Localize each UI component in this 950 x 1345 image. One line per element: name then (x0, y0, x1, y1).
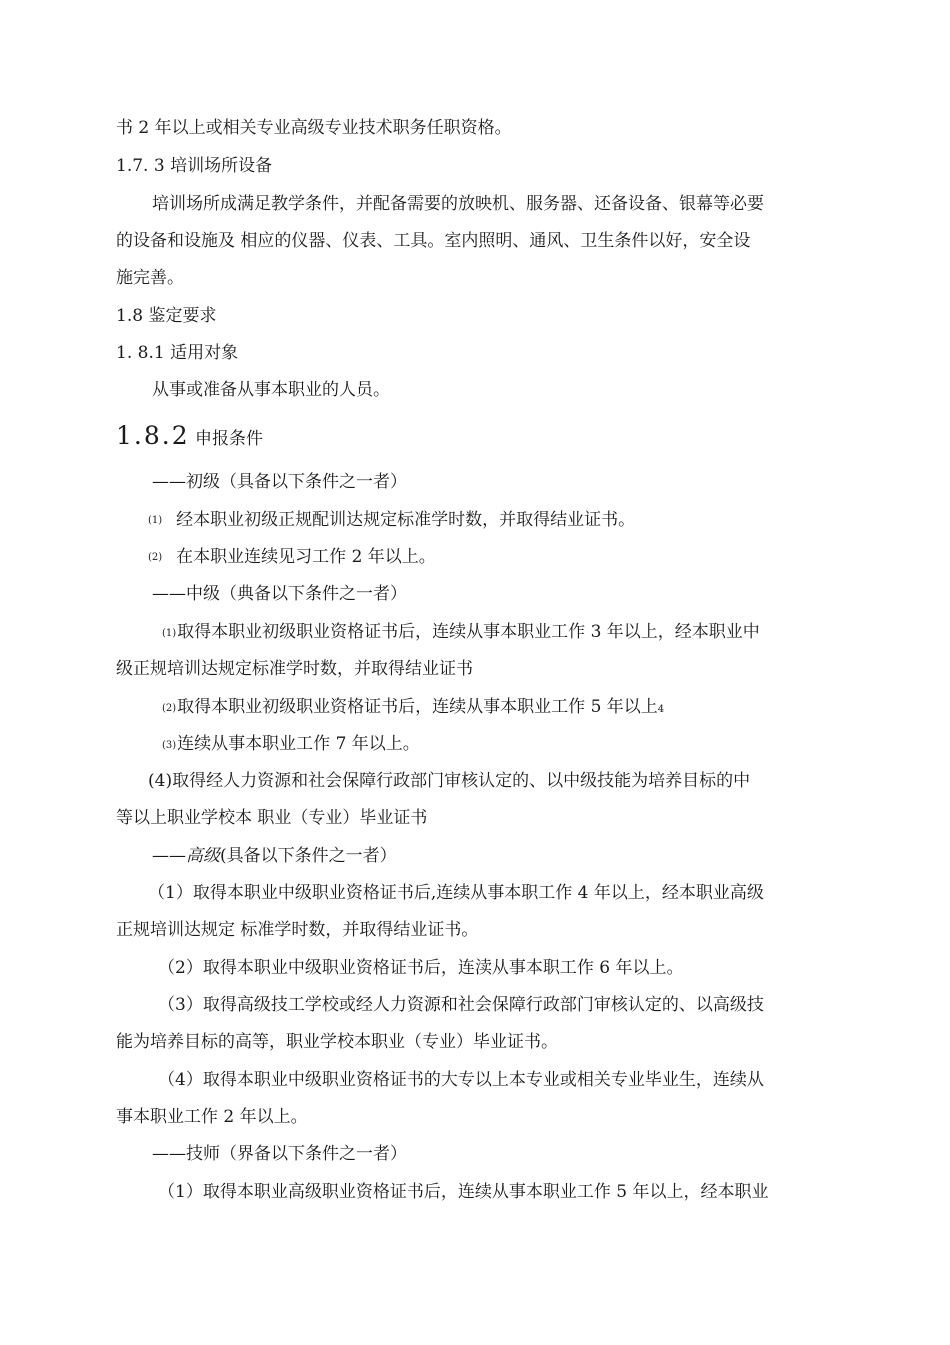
section-title: 申报条件 (195, 429, 264, 449)
paragraph-line: （4）取得本职业中级职业资格证书的大专以上本专业或相关专业毕业生，连续从 (158, 1070, 764, 1090)
paragraph-line: 培训场所成满足教学条件，并配备需要的放映机、服务器、还备设备、银幕等必要 (152, 194, 764, 214)
list-text: 在本职业连续见习工作 2 年以上。 (176, 547, 436, 567)
paragraph-line: （2）取得本职业中级职业资格证书后，连渎从事本职工作 6 年以上。 (158, 958, 684, 978)
level-heading-junior: ——初级（具备以下条件之一者） (152, 472, 407, 492)
text-line: 书 2 年以上或相关专业高级专业技术职务任职资格。 (116, 118, 512, 138)
section-heading-1-8-2 (116, 420, 263, 455)
list-number: (2) (162, 703, 177, 714)
paragraph-line: 级正规培训达规定标准学时数，并取得结业证书 (116, 659, 473, 679)
list-item (148, 508, 635, 533)
list-number: (2) (148, 552, 163, 563)
paragraph-line: 施完善。 (116, 268, 184, 288)
list-text: 连续从事本职业工作 7 年以上。 (177, 734, 420, 754)
heading-dash: —— (152, 846, 186, 866)
section-heading-1-8: 1.8 鉴定要求 (116, 306, 217, 326)
list-number: (3) (162, 740, 177, 751)
paragraph-line: （1）取得本职业中级职业资格证书后,连续从事本职工作 4 年以上，经本职业高级 (148, 883, 764, 903)
paragraph-line: 等以上职业学校本 职业（专业）毕业证书 (116, 808, 428, 828)
section-number: 1.8.2 (116, 421, 190, 450)
list-tail-mark: 4 (657, 704, 665, 715)
section-heading-1-8-1: 1. 8.1 适用对象 (116, 343, 239, 363)
paragraph-line: （1）取得本职业高级职业资格证书后，连续从事本职业工作 5 年以上，经本职业 (158, 1182, 769, 1202)
paragraph-line: （3）取得高级技工学校或经人力资源和社会保障行政部门审核认定的、以高级技 (158, 995, 764, 1015)
list-text: 取得本职业初级职业资格证书后，连续从事本职业工作 5 年以上 (177, 697, 658, 717)
paragraph-line: 的设备和设施及 相应的仪器、仪表、工具。室内照明、通风、卫生条件以好，安全设 (116, 231, 751, 251)
list-item (162, 620, 760, 646)
heading-level: 高级 (186, 846, 220, 866)
paragraph-line: 事本职业工作 2 年以上。 (116, 1107, 308, 1127)
list-number: (1) (162, 628, 177, 639)
level-heading-senior (152, 844, 397, 868)
list-text: 经本职业初级正规配训达规定标准学时数，并取得结业证书。 (176, 510, 636, 530)
level-heading-intermediate: ——中级（典备以下条件之一者） (152, 584, 407, 604)
list-item (148, 545, 436, 570)
list-text: 取得本职业初级职业资格证书后，连续从事本职业工作 3 年以上，经本职业中 (177, 622, 760, 642)
paragraph-line: 正规培训达规定 标准学时数，并取得结业证书。 (116, 920, 479, 940)
paragraph-line: 从事或准备从事本职业的人员。 (152, 380, 390, 400)
section-heading-1-7-3: 1.7. 3 培训场所设备 (116, 156, 273, 176)
list-number: (1) (148, 515, 163, 526)
list-item (162, 732, 420, 758)
heading-rest: (具备以下条件之一者） (220, 846, 397, 866)
paragraph-line: 能为培养目标的高等，职业学校本职业（专业）毕业证书。 (116, 1032, 558, 1052)
paragraph-line: (4)取得经人力资源和社会保障行政部门审核认定的、以中级技能为培养目标的中 (148, 771, 751, 791)
level-heading-technician: ——技师（界备以下条件之一者） (152, 1144, 407, 1164)
list-item (162, 695, 664, 722)
